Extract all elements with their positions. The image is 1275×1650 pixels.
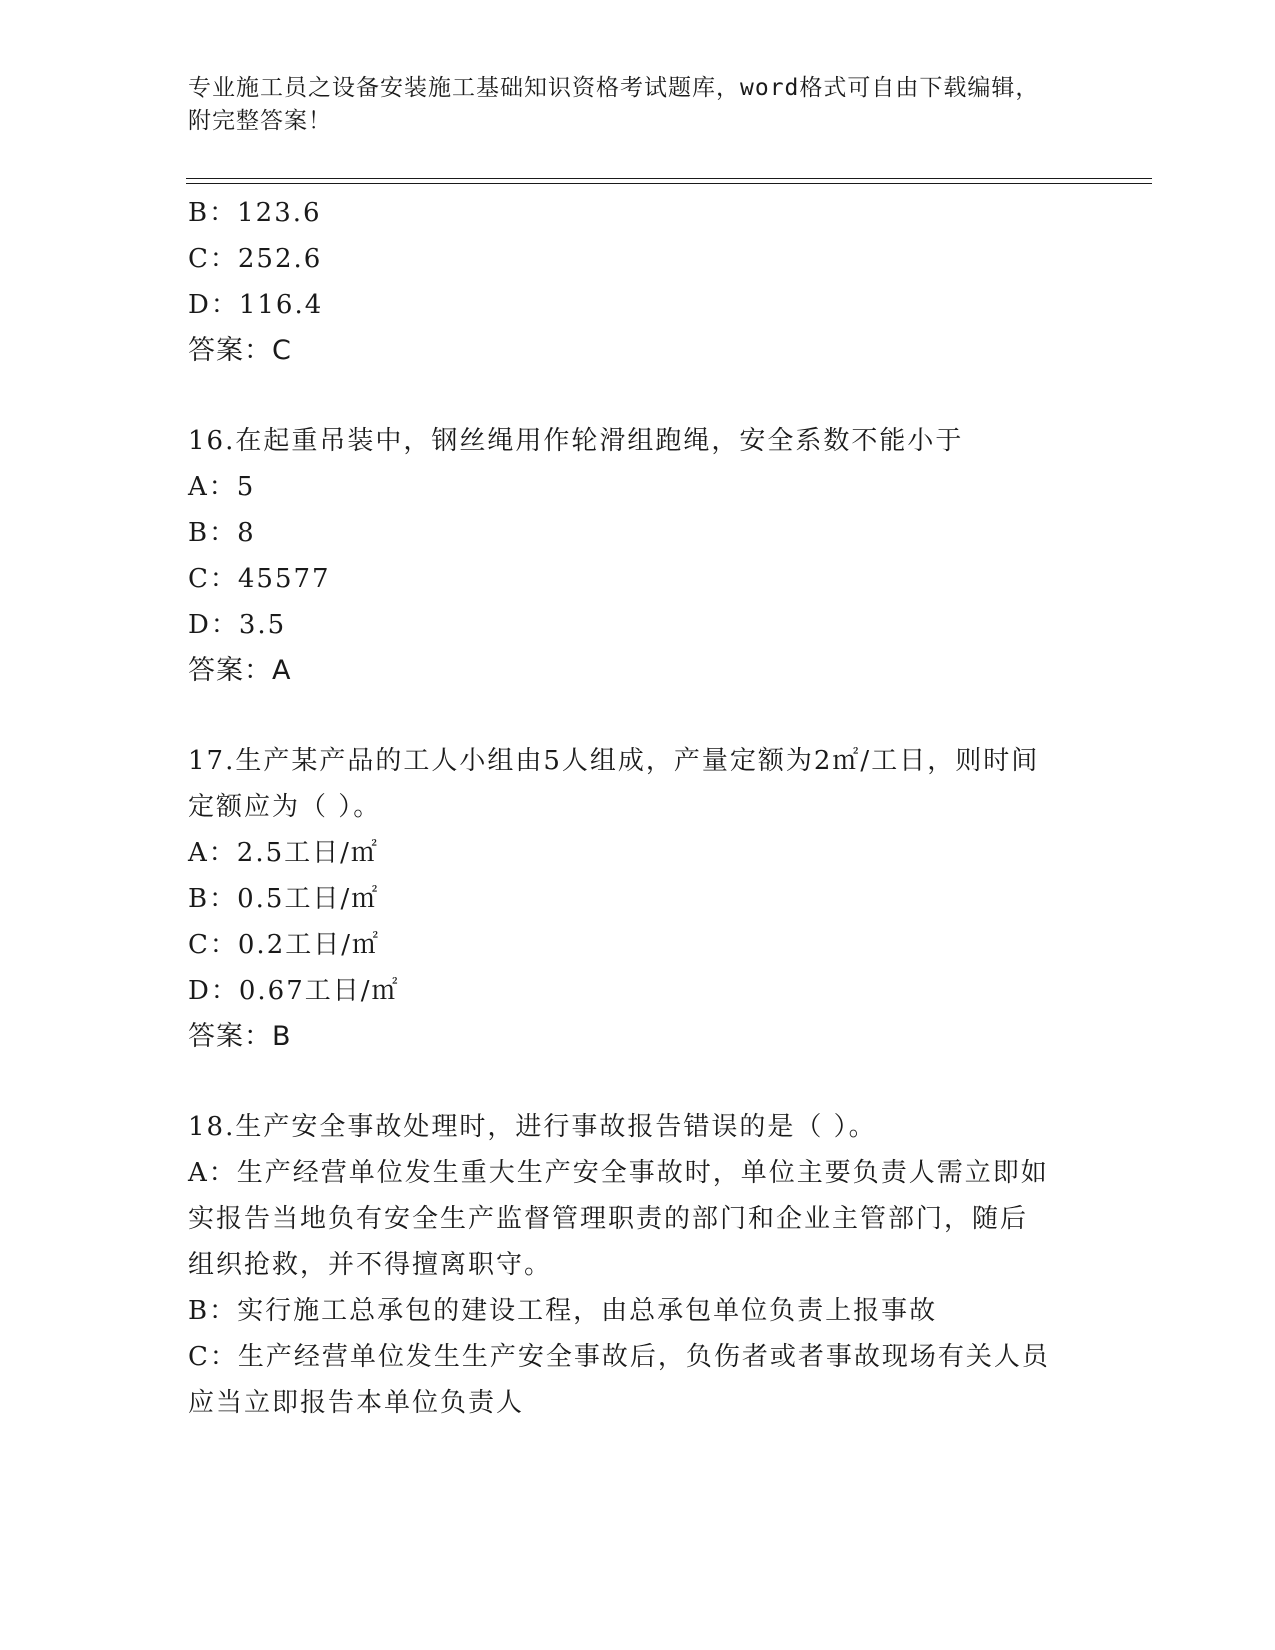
q16-option-b: B：8 — [188, 518, 256, 548]
q16-option-d: D：3.5 — [188, 610, 287, 640]
q18-option-a-line3: 组织抢救，并不得擅离职守。 — [188, 1250, 553, 1280]
question-content — [188, 190, 1088, 1426]
question-16 — [188, 418, 1088, 694]
q17-option-c: C：0.2工日/㎡ — [188, 930, 381, 960]
spacer — [188, 1060, 1088, 1104]
q17-question-line1: 17.生产某产品的工人小组由5人组成，产量定额为2㎡/工日，则时间 — [188, 746, 1040, 776]
header-divider-top — [186, 178, 1152, 179]
q16-option-c: C：45577 — [188, 564, 331, 594]
question-17 — [188, 738, 1088, 1060]
q16-option-a: A：5 — [188, 472, 256, 502]
q15-option-b: B：123.6 — [188, 198, 322, 228]
q15-option-d: D：116.4 — [188, 290, 324, 320]
q18-option-b: B：实行施工总承包的建设工程，由总承包单位负责上报事故 — [188, 1296, 938, 1326]
header-divider-bottom — [186, 183, 1152, 184]
q17-answer: 答案：B — [188, 1021, 292, 1052]
header-title-line2: 附完整答案！ — [188, 108, 332, 134]
q18-option-c-line2: 应当立即报告本单位负责人 — [188, 1388, 525, 1418]
question-18 — [188, 1104, 1088, 1426]
q16-question: 16.在起重吊装中，钢丝绳用作轮滑组跑绳，安全系数不能小于 — [188, 426, 964, 456]
q18-option-c-line1: C：生产经营单位发生生产安全事故后，负伤者或者事故现场有关人员 — [188, 1342, 1050, 1372]
q16-answer: 答案：A — [188, 655, 292, 686]
q18-option-a-line1: A：生产经营单位发生重大生产安全事故时，单位主要负责人需立即如 — [188, 1158, 1049, 1188]
q17-question-line2: 定额应为（ ）。 — [188, 792, 382, 822]
q17-option-a: A：2.5工日/㎡ — [188, 838, 379, 868]
q18-option-a-line2: 实报告当地负有安全生产监督管理职责的部门和企业主管部门，随后 — [188, 1204, 1029, 1234]
spacer — [188, 374, 1088, 418]
q15-answer: 答案：C — [188, 335, 292, 366]
q17-option-b: B：0.5工日/㎡ — [188, 884, 380, 914]
q15-option-c: C：252.6 — [188, 244, 323, 274]
q18-question: 18.生产安全事故处理时，进行事故报告错误的是（ ）。 — [188, 1112, 877, 1142]
q17-option-d: D：0.67工日/㎡ — [188, 976, 400, 1006]
question-15 — [188, 190, 1088, 374]
header-title-line1: 专业施工员之设备安装施工基础知识资格考试题库，word格式可自由下载编辑， — [188, 75, 1040, 101]
document-header — [188, 72, 1068, 138]
spacer — [188, 694, 1088, 738]
